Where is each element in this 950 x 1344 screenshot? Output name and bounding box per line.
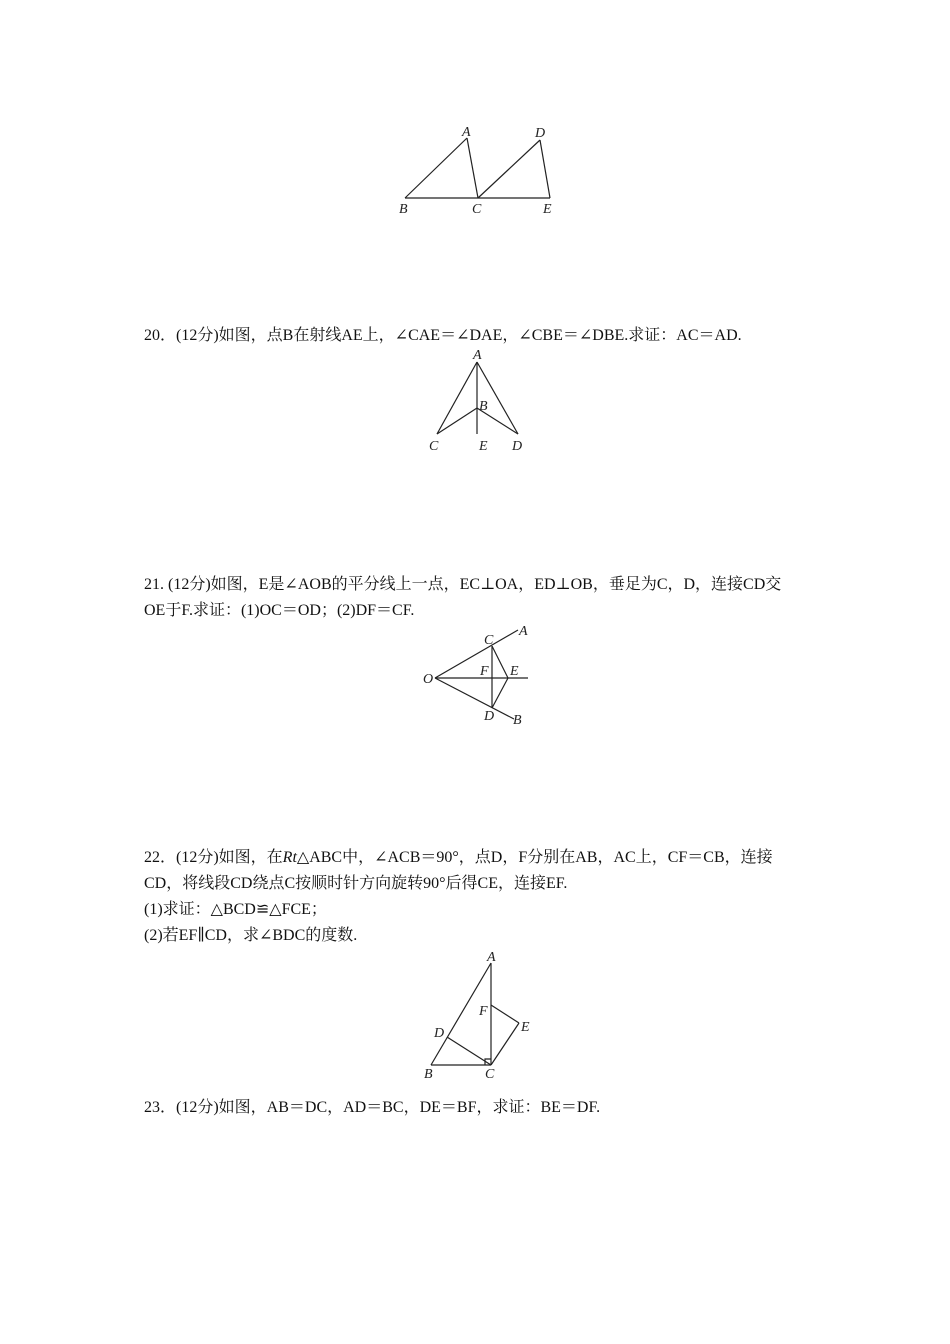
segment-CD [478, 140, 540, 198]
label-E: E [510, 664, 519, 679]
segment-AD [477, 362, 518, 434]
label-F: F [479, 1004, 488, 1019]
segment-CE [492, 646, 508, 678]
ray-OA [435, 630, 518, 678]
figure-19 [390, 120, 570, 220]
problem-20-text: 20．(12分)如图，点B在射线AE上，∠CAE＝∠DAE，∠CBE＝∠DBE.求证：AC＝AD. [144, 327, 742, 344]
segment-AC [437, 362, 477, 434]
label-C: C [485, 1067, 495, 1082]
label-B: B [424, 1067, 433, 1082]
segment-DE [540, 140, 550, 198]
label-E: E [479, 439, 488, 454]
problem-21-line-1: 21. (12分)如图，E是∠AOB的平分线上一点，EC⊥OA，ED⊥OB，垂足为C，D，连接CD交 [144, 576, 782, 593]
label-A: A [519, 624, 528, 639]
label-B: B [399, 202, 408, 217]
segment-AB [405, 138, 467, 198]
label-D: D [434, 1026, 445, 1041]
problem-22 [144, 845, 820, 949]
label-A: A [462, 125, 471, 140]
segment-AC [467, 138, 478, 198]
problem-22-line-1: 22．(12分)如图，在Rt△ABC中，∠ACB＝90°，点D，F分别在AB，AC上，CF＝CB，连接 [144, 849, 773, 866]
label-E: E [543, 202, 552, 217]
problem-23 [144, 1095, 820, 1121]
figure-21 [420, 622, 540, 732]
label-D: D [512, 439, 523, 454]
label-C: C [472, 202, 482, 217]
segment-FE [491, 1005, 519, 1023]
label-A: A [473, 348, 482, 363]
label-E: E [521, 1020, 530, 1035]
segment-CE [491, 1023, 519, 1065]
problem-23-text: 23．(12分)如图，AB＝DC，AD＝BC，DE＝BF，求证：BE＝DF. [144, 1099, 601, 1116]
label-O: O [423, 672, 434, 687]
figure-20 [420, 346, 540, 458]
ray-OB [435, 678, 514, 719]
problem-21-line-2: OE于F.求证：(1)OC＝OD；(2)DF＝CF. [144, 602, 415, 619]
problem-22-line-2: CD，将线段CD绕点C按顺时针方向旋转90°后得CE，连接EF. [144, 875, 568, 892]
label-C: C [484, 633, 494, 648]
problem-22-line-4: (2)若EF∥CD，求∠BDC的度数. [144, 927, 358, 944]
segment-DE [492, 678, 508, 708]
label-D: D [535, 126, 546, 141]
label-F: F [480, 664, 489, 679]
segment-CD [447, 1037, 491, 1065]
label-B: B [479, 399, 488, 414]
label-C: C [429, 439, 439, 454]
label-D: D [484, 709, 495, 724]
segment-BC [437, 408, 477, 434]
label-A: A [487, 950, 496, 965]
label-B: B [513, 713, 522, 728]
figure-22 [420, 945, 550, 1085]
problem-22-line-3: (1)求证：△BCD≌△FCE； [144, 901, 327, 918]
problem-21 [144, 572, 820, 624]
